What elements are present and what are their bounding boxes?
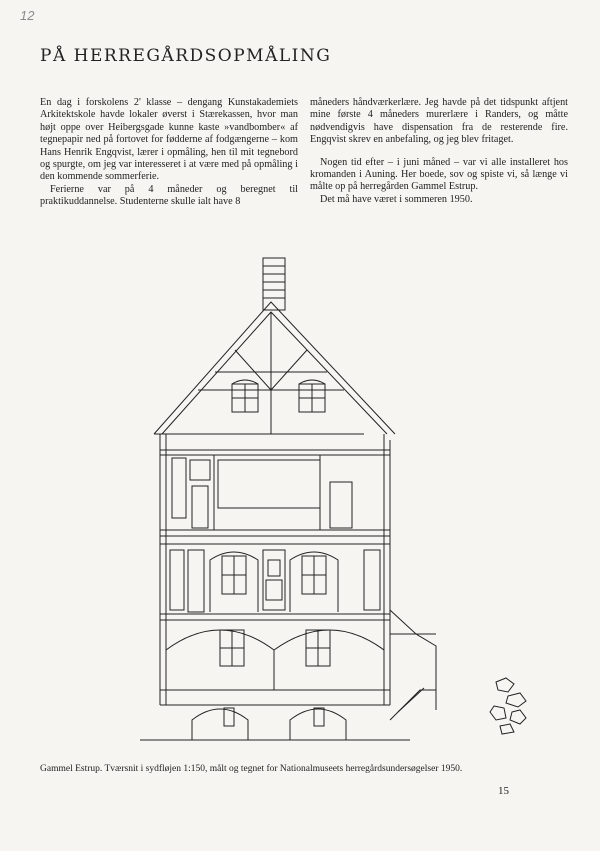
margin-note: 12 bbox=[20, 8, 35, 23]
paragraph: Det må have været i sommeren 1950. bbox=[320, 193, 473, 205]
text-column-left bbox=[40, 97, 298, 209]
ground-floor bbox=[160, 630, 390, 690]
paragraph: En dag i forskolens 2' klasse – dengang Kunstakademiets Arkitektskole havde lokaler øverst i Stærekassen, hvor man højt oppe over Heibergsgade kunne kaste »vandbomber« af tegnepapir ned på fortovet for fødderne af fodgængerne – kom Hans Henrik Engqvist, lærer i opmåling, hen til mit tegnebord og spurgte, om jeg var interesseret i at være med på opmåling i den kommende sommerferie. bbox=[40, 97, 298, 183]
cellar bbox=[140, 705, 410, 740]
cross-section-drawing bbox=[140, 250, 530, 750]
text-column-right bbox=[310, 97, 568, 206]
attic-window-right bbox=[299, 380, 325, 412]
attic-window-left bbox=[232, 380, 258, 412]
building-walls bbox=[160, 434, 390, 705]
second-floor bbox=[160, 455, 390, 536]
page-number: 15 bbox=[498, 785, 509, 797]
foundation-stones bbox=[490, 678, 526, 734]
paragraph: Ferierne var på 4 måneder og beregnet til praktikuddannelse. Studenterne skulle ialt have 8 bbox=[40, 183, 298, 208]
paragraph: Nogen tid efter – i juni måned – var vi alle installeret hos kromanden i Auning. Her boede, sov og spiste vi, så længe vi målte op på herregården Gammel Estrup. bbox=[310, 156, 568, 193]
paragraph: måneders håndværkerlære. Jeg havde på det tidspunkt aftjent mine første 4 måneders murerlære i Randers, og måtte nødvendigvis have dispensation fra de resterende fire. Engqvist skrev en anbefaling, og jeg blev fritaget. bbox=[310, 97, 568, 146]
roof bbox=[154, 302, 395, 434]
chimney bbox=[263, 258, 285, 310]
side-annex bbox=[390, 610, 436, 720]
page-title: PÅ HERREGÅRDSOPMÅLING bbox=[40, 46, 332, 66]
first-floor bbox=[160, 544, 390, 620]
figure-caption: Gammel Estrup. Tværsnit i sydfløjen 1:150, målt og tegnet for Nationalmuseets herregårdsundersøgelser 1950. bbox=[40, 764, 463, 774]
